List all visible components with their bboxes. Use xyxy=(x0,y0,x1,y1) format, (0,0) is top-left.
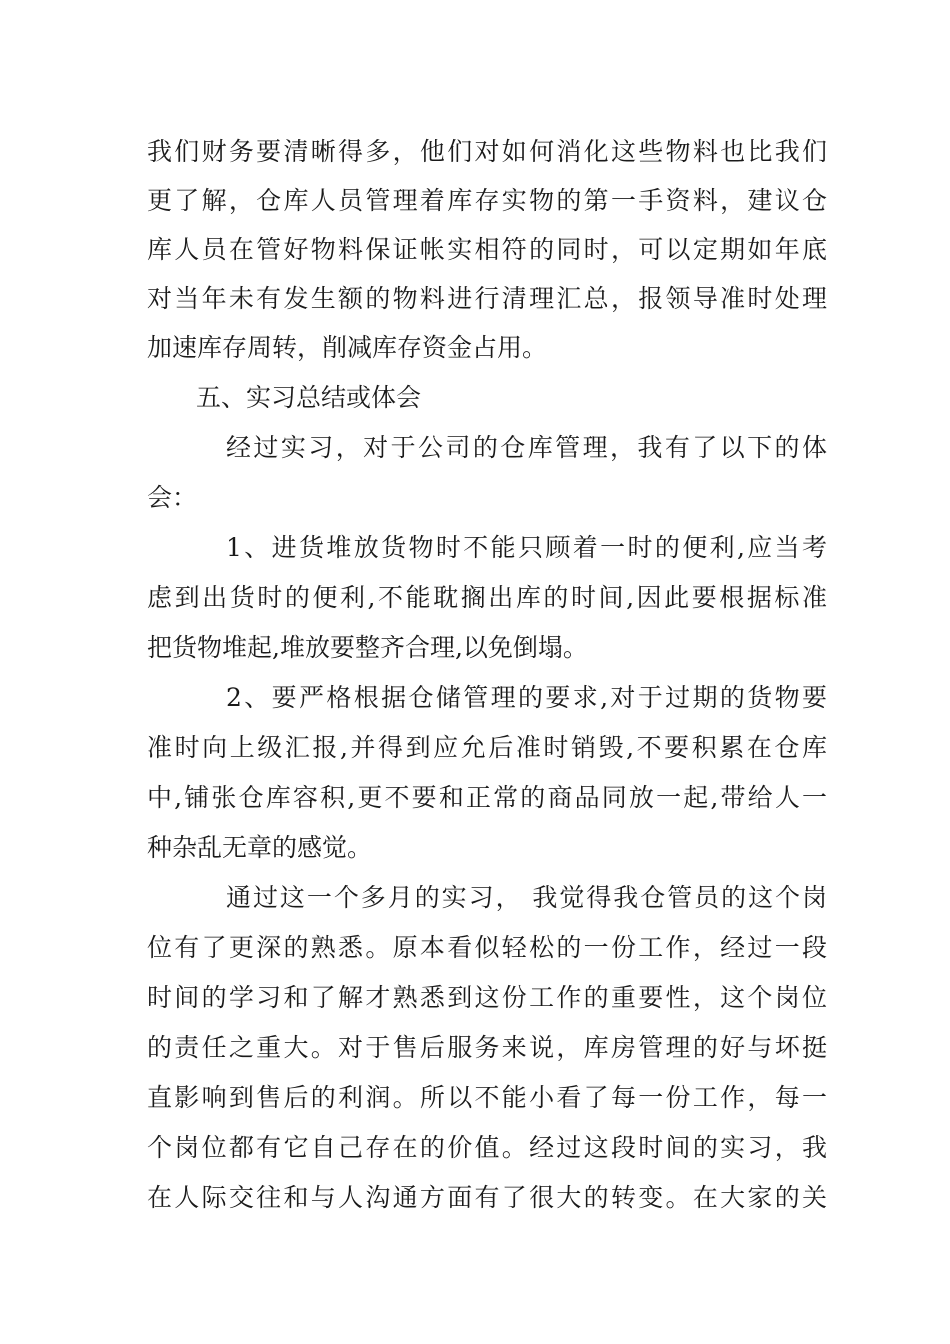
paragraph-line: 会： xyxy=(147,483,198,512)
section-heading: 五、实习总结或体会 xyxy=(196,383,422,412)
list-item-line: 2、要严格根据仓储管理的要求,对于过期的货物要 xyxy=(226,683,827,712)
paragraph-line: 在人际交往和与人沟通方面有了很大的转变。在大家的关 xyxy=(147,1183,827,1212)
paragraph-line: 对当年未有发生额的物料进行清理汇总，报领导准时处理 xyxy=(147,284,827,313)
paragraph-line: 库人员在管好物料保证帐实相符的同时，可以定期如年底 xyxy=(147,235,827,264)
list-item-line: 中,铺张仓库容积,更不要和正常的商品同放一起,带给人一 xyxy=(147,783,827,812)
list-item-line: 准时向上级汇报,并得到应允后准时销毁,不要积累在仓库 xyxy=(147,733,827,762)
list-item-line: 虑到出货时的便利,不能耽搁出库的时间,因此要根据标准 xyxy=(147,583,827,612)
paragraph-line: 加速库存周转，削减库存资金占用。 xyxy=(147,333,548,362)
paragraph-line: 的责任之重大。对于售后服务来说，库房管理的好与坏挺 xyxy=(147,1033,827,1062)
paragraph-line: 更了解，仓库人员管理着库存实物的第一手资料，建议仓 xyxy=(147,186,827,215)
paragraph-line: 时间的学习和了解才熟悉到这份工作的重要性，这个岗位 xyxy=(147,983,827,1012)
paragraph-line: 个岗位都有它自己存在的价值。经过这段时间的实习，我 xyxy=(147,1133,827,1162)
paragraph-line: 通过这一个多月的实习， 我觉得我仓管员的这个岗 xyxy=(226,883,827,912)
paragraph-line: 经过实习，对于公司的仓库管理，我有了以下的体 xyxy=(226,433,827,462)
list-item-line: 把货物堆起,堆放要整齐合理,以免倒塌。 xyxy=(147,633,588,662)
paragraph-line: 直影响到售后的利润。所以不能小看了每一份工作，每一 xyxy=(147,1083,827,1112)
paragraph-line: 我们财务要清晰得多，他们对如何消化这些物料也比我们 xyxy=(147,137,827,166)
paragraph-line: 位有了更深的熟悉。原本看似轻松的一份工作，经过一段 xyxy=(147,933,827,962)
list-item-line: 种杂乱无章的感觉。 xyxy=(147,833,373,862)
list-item-line: 1、进货堆放货物时不能只顾着一时的便利,应当考 xyxy=(226,533,827,562)
